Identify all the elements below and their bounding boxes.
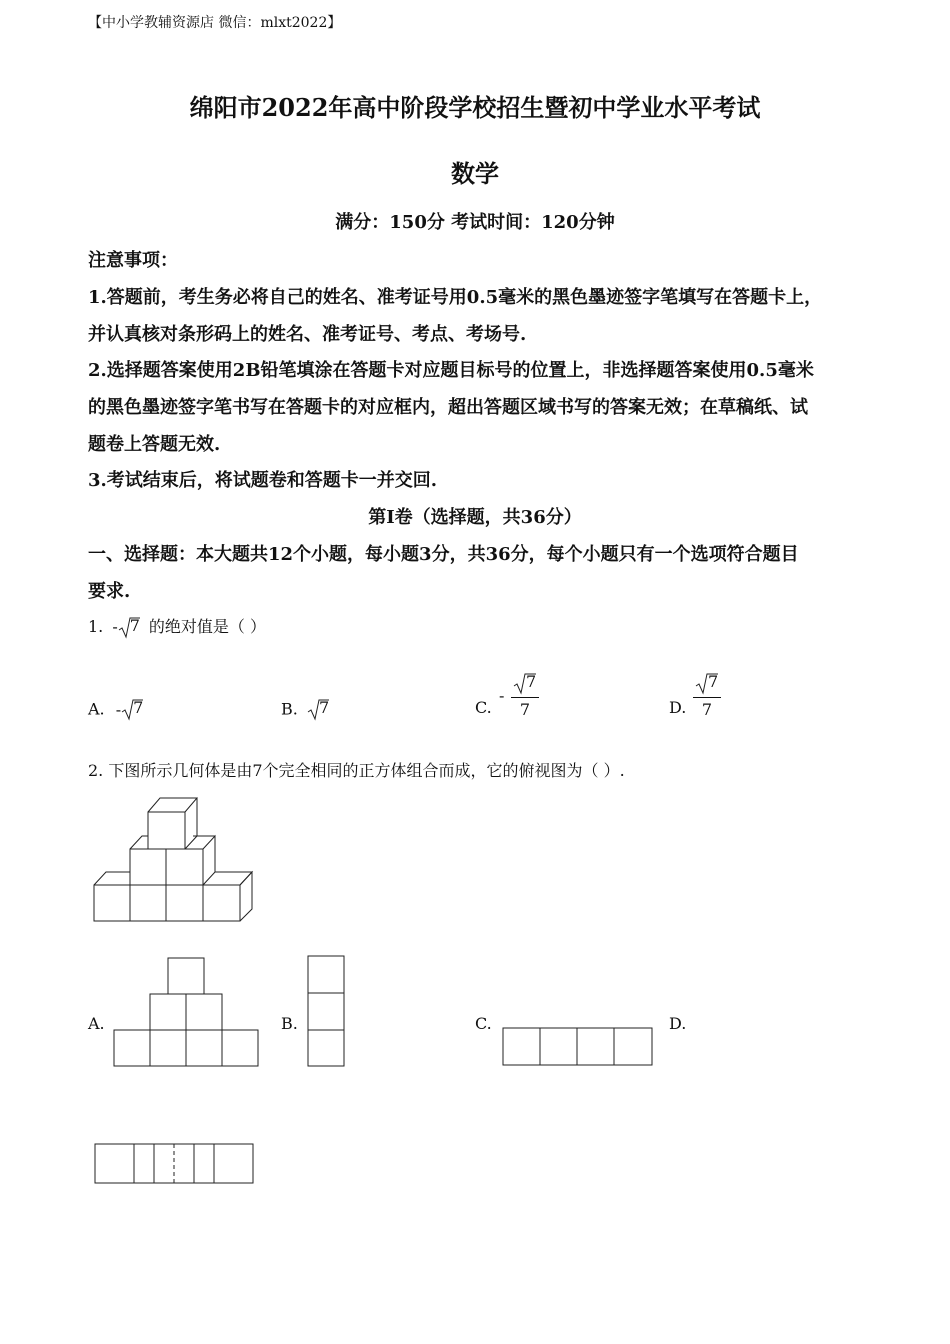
option-b[interactable] (281, 697, 329, 723)
sqrt-expression (118, 615, 140, 641)
subject-title: 数学 (451, 159, 499, 188)
question-1 (88, 614, 266, 641)
minus-sign: - (499, 686, 505, 705)
sqrt-expression (121, 697, 143, 723)
radicand: 7 (318, 698, 330, 717)
cube-solid-figure (90, 792, 260, 927)
option-label: A. (88, 699, 105, 719)
denominator: 7 (693, 697, 721, 719)
notice-line: 的黑色墨迹签字笔书写在答题卡的对应框内，超出答题区域书写的答案无效；在草稿纸、试 (88, 397, 808, 418)
notice-line: 2.选择题答案使用2B铅笔填涂在答题卡对应题目标号的位置上，非选择题答案使用0.5毫米 (88, 360, 814, 381)
minus-sign: - (115, 699, 122, 719)
radicand: 7 (526, 672, 537, 691)
option-d-figure (93, 1142, 257, 1186)
sqrt-expression (307, 697, 329, 723)
radicand: 7 (708, 672, 719, 691)
option-b-label[interactable]: B. (281, 1014, 298, 1033)
option-a[interactable] (88, 697, 143, 723)
score-line: 满分：150分 考试时间：120分钟 (335, 212, 615, 233)
header-note: 【中小学教辅资源店 微信：mlxt2022】 (88, 15, 342, 31)
notice-line: 题卷上答题无效. (88, 434, 221, 455)
notice-line: 并认真核对条形码上的姓名、准考证号、考点、考场号. (88, 324, 527, 345)
fraction (511, 672, 539, 719)
question-number: 1. (88, 617, 104, 636)
sqrt-expression (695, 672, 719, 696)
part-heading-cont: 要求. (88, 581, 131, 602)
option-c-figure (501, 1026, 655, 1068)
sqrt-expression (513, 672, 537, 696)
option-a-label[interactable]: A. (88, 1014, 105, 1033)
question-text: 的绝对值是（ ） (148, 617, 266, 636)
notice-heading: 注意事项： (88, 250, 178, 271)
option-c-label[interactable]: C. (475, 1014, 492, 1033)
question-2: 2. 下图所示几何体是由7个完全相同的正方体组合而成，它的俯视图为（ ）. (88, 761, 625, 780)
fraction (693, 672, 721, 719)
option-label: C. (475, 698, 492, 717)
exam-title: 绵阳市2022年高中阶段学校招生暨初中学业水平考试 (189, 93, 761, 122)
notice-line: 3.考试结束后，将试题卷和答题卡一并交回. (88, 470, 438, 491)
notice-line: 1.答题前，考生务必将自己的姓名、准考证号用0.5毫米的黑色墨迹签字笔填写在答题卡上， (88, 287, 823, 308)
option-d-label[interactable]: D. (669, 1014, 687, 1033)
radicand: 7 (129, 615, 140, 635)
minus-sign: - (112, 617, 118, 636)
option-b-figure (306, 954, 346, 1069)
denominator: 7 (511, 697, 539, 719)
part-heading: 一、选择题：本大题共12个小题，每小题3分，共36分，每个小题只有一个选项符合题目 (88, 544, 799, 565)
option-label: D. (669, 698, 687, 717)
section-title: 第Ⅰ卷（选择题，共36分） (368, 507, 582, 528)
radicand: 7 (133, 698, 144, 717)
option-a-figure (112, 955, 262, 1070)
option-label: B. (281, 699, 298, 719)
